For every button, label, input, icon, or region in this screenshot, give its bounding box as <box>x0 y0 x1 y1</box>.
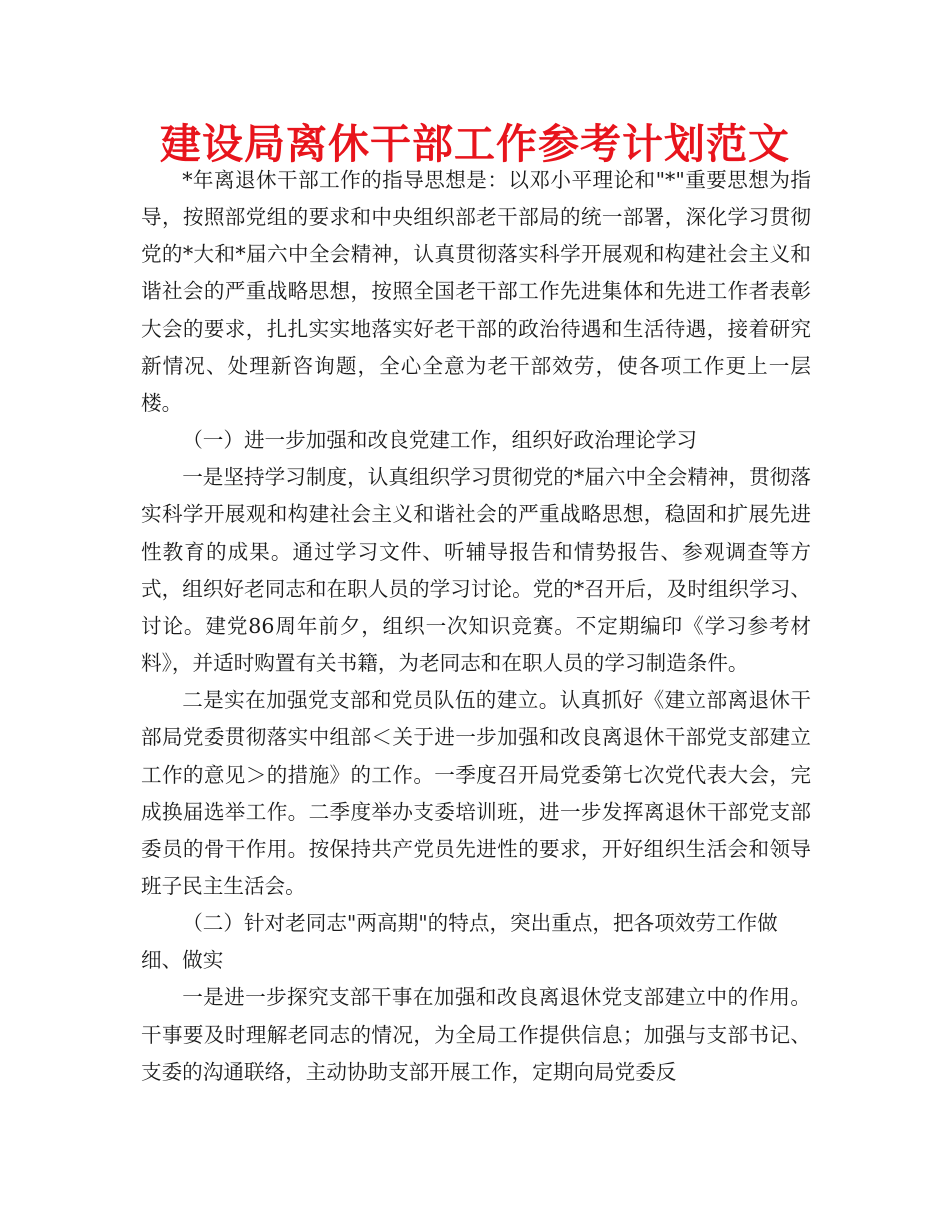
paragraph-branch-officer: 一是进一步探究支部干事在加强和改良离退休党支部建立中的作用。干事要及时理解老同志的情况，为全局工作提供信息；加强与支部书记、支委的沟通联络，主动协助支部开展工作，定期向局党委反 <box>141 985 811 1084</box>
section-heading-2: （二）针对老同志"两高期"的特点，突出重点，把各项效劳工作做细、做实 <box>141 911 778 973</box>
document-title: 建设局离休干部工作参考计划范文 <box>160 120 790 168</box>
document-body <box>141 162 811 1091</box>
paragraph-party-branch: 二是实在加强党支部和党员队伍的建立。认真抓好《建立部离退休干部局党委贯彻落实中组部＜关于进一步加强和改良离退休干部党支部建立工作的意见＞的措施》的工作。一季度召开局党委第七次党代表大会，完成换届选举工作。二季度举办支委培训班，进一步发挥离退休干部党支部委员的骨干作用。按保持共产党员先进性的要求，开好组织生活会和领导班子民主生活会。 <box>141 688 811 898</box>
paragraph-guiding-ideology: *年离退休干部工作的指导思想是：以邓小平理论和"*"重要思想为指导，按照部党组的要求和中央组织部老干部局的统一部署，深化学习贯彻党的*大和*届六中全会精神，认真贯彻落实科学开展观和构建社会主义和谐社会的严重战略思想，按照全国老干部工作先进集体和先进工作者表彰大会的要求，扎扎实实地落实好老干部的政治待遇和生活待遇，接着研究新情况、处理新咨询题，全心全意为老干部效劳，使各项工作更上一层楼。 <box>141 168 811 415</box>
paragraph-study-system: 一是坚持学习制度，认真组织学习贯彻党的*届六中全会精神，贯彻落实科学开展观和构建社会主义和谐社会的严重战略思想，稳固和扩展先进性教育的成果。通过学习文件、听辅导报告和情势报告、参观调查等方式，组织好老同志和在职人员的学习讨论。党的*召开后，及时组织学习、讨论。建党86周年前夕，组织一次知识竞赛。不定期编印《学习参考材料》，并适时购置有关书籍，为老同志和在职人员的学习制造条件。 <box>141 465 811 676</box>
section-heading-1: （一）进一步加强和改良党建工作，组织好政治理论学习 <box>182 428 698 453</box>
